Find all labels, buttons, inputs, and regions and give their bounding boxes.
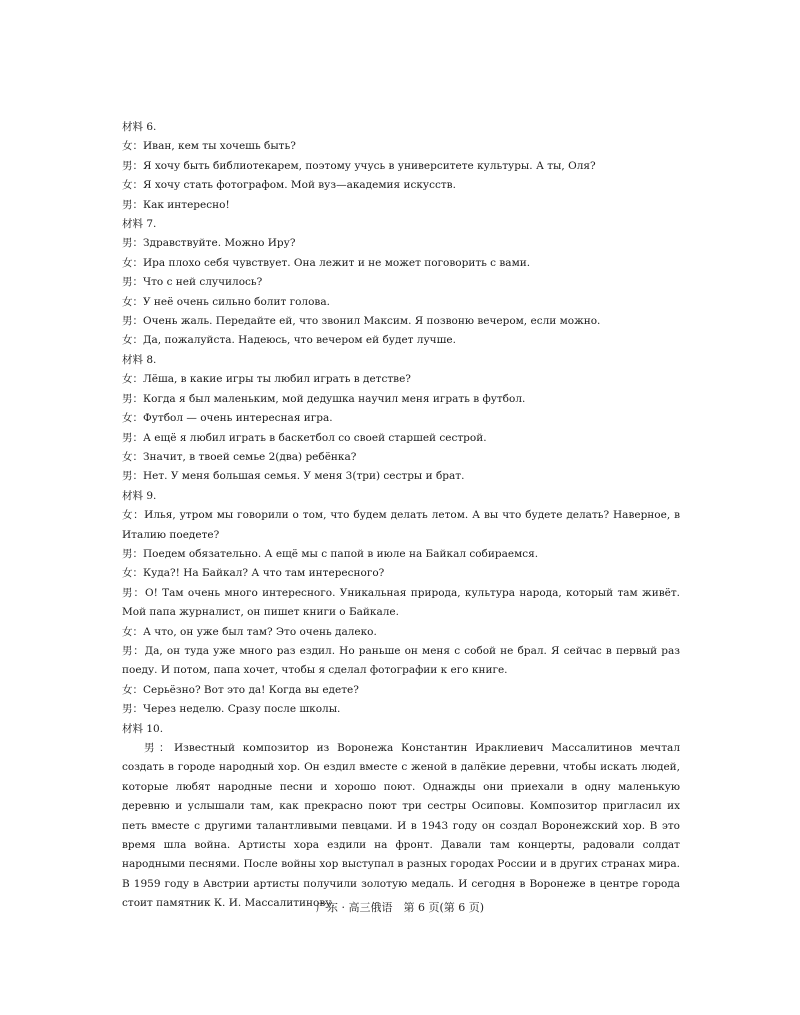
page-footer: 广东 · 高三俄语 第 6 页(第 6 页) xyxy=(315,901,485,914)
dialogue-line: 女：Значит, в твоей семье 2(два) ребёнка? xyxy=(122,450,357,463)
dialogue-line: 男：Через неделю. Сразу после школы. xyxy=(122,703,341,716)
dialogue-line: 男：Как интересно! xyxy=(122,198,230,211)
material-heading: 材料 10. xyxy=(122,722,164,735)
dialogue-paragraph: 男：О! Там очень много интересного. Уникальная природа, культура народа, который там живёт. Мой папа журналист, он пишет книги о Байкале. xyxy=(122,586,680,619)
dialogue-line: 女：У неё очень сильно болит голова. xyxy=(122,295,330,308)
material-heading: 材料 8. xyxy=(122,353,157,366)
dialogue-line: 女：Футбол — очень интересная игра. xyxy=(122,412,333,425)
dialogue-line: 男：Когда я был маленьким, мой дедушка научил меня играть в футбол. xyxy=(122,392,526,405)
dialogue-line: 男：Что с ней случилось? xyxy=(122,276,263,289)
dialogue-line: 男：Здравствуйте. Можно Иру? xyxy=(122,237,296,250)
monologue-paragraph: 男：Известный композитор из Воронежа Константин Ираклиевич Массалитинов мечтал создать в городе народный хор. Он ездил вместе с женой в далёкие деревни, чтобы искать людей, которые любят народные песни и хорошо поют. Однажды они приехали в одну маленькую деревню и услышали там, как прекрасно поют три сестры Осиповы. Композитор пригласил их петь вместе с другими талантливыми певцами. И в 1943 году он создал Воронежский хор. В это время шла война. Артисты хора ездили на фронт. Давали там концерты, радовали солдат народными песнями. После войны хор выступал в разных городах России и в других странах мира. В 1959 году в Австрии артисты получили золотую медаль. И сегодня в Воронеже в центре города стоит памятник К. И. Массалитинову. xyxy=(122,742,680,910)
dialogue-line: 男：Я хочу быть библиотекарем, поэтому учусь в университете культуры. А ты, Оля? xyxy=(122,159,596,172)
material-heading: 材料 9. xyxy=(122,489,157,502)
dialogue-line: 女：Лёша, в какие игры ты любил играть в детстве? xyxy=(122,373,411,386)
dialogue-line: 男：Очень жаль. Передайте ей, что звонил Максим. Я позвоню вечером, если можно. xyxy=(122,315,601,328)
dialogue-line: 女：А что, он уже был там? Это очень далеко. xyxy=(122,625,377,638)
material-heading: 材料 7. xyxy=(122,218,157,231)
material-heading: 材料 6. xyxy=(122,121,157,133)
dialogue-line: 男：Поедем обязательно. А ещё мы с папой в июле на Байкал собираемся. xyxy=(122,547,539,560)
dialogue-line: 女：Ира плохо себя чувствует. Она лежит и не может поговорить с вами. xyxy=(122,256,531,269)
dialogue-line: 男：Нет. У меня большая семья. У меня 3(три) сестры и брат. xyxy=(122,470,465,483)
document-body xyxy=(122,118,680,914)
dialogue-line: 女：Да, пожалуйста. Надеюсь, что вечером ей будет лучше. xyxy=(122,334,456,347)
dialogue-line: 女：Куда?! На Байкал? А что там интересного? xyxy=(122,567,385,580)
dialogue-line: 男：А ещё я любил играть в баскетбол со своей старшей сестрой. xyxy=(122,431,487,444)
dialogue-paragraph: 女：Илья, утром мы говорили о том, что будем делать летом. А вы что будете делать? Наверное, в Италию поедете? xyxy=(122,509,680,541)
dialogue-line: 女：Серьёзно? Вот это да! Когда вы едете? xyxy=(122,683,359,696)
dialogue-paragraph: 男：Да, он туда уже много раз ездил. Но раньше он меня с собой не брал. Я сейчас в первый раз поеду. И потом, папа хочет, чтобы я сделал фотографии к его книге. xyxy=(122,644,680,677)
dialogue-line: 女：Иван, кем ты хочешь быть? xyxy=(122,140,296,153)
dialogue-line: 女：Я хочу стать фотографом. Мой вуз—академия искусств. xyxy=(122,179,456,192)
